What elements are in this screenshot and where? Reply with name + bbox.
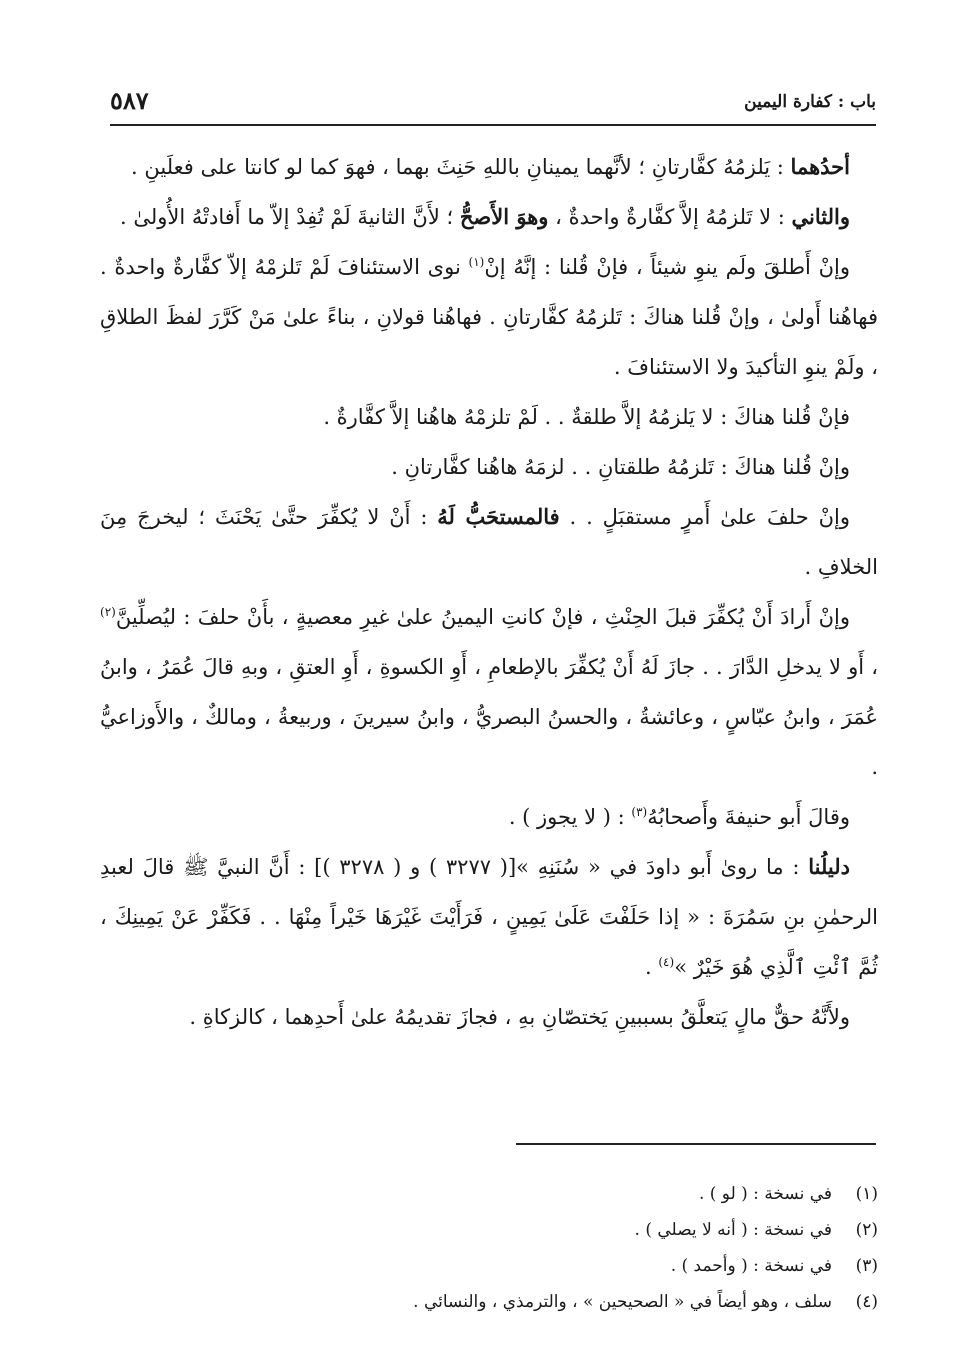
- footnote-ref[interactable]: (١): [468, 255, 485, 269]
- paragraph: [100, 442, 878, 492]
- paragraph-text: وإنْ حلفَ علىٰ أَمرٍ مستقبَلٍ . .: [559, 505, 850, 529]
- paragraph: [100, 142, 878, 192]
- footnote-ref[interactable]: (٢): [100, 605, 116, 619]
- paragraph: [100, 242, 878, 392]
- footnote-item: [100, 1248, 878, 1284]
- paragraph-label: فالمستحَبُّ لَهُ: [437, 504, 560, 529]
- paragraph-text: : ما روىٰ أَبو داودَ في « سُنَنِهِ »[( ٣٢٧٧ ) و ( ٣٢٧٨ )] : أَنَّ النبيَّ ﷺ قالَ لعبدِ الرحمٰنِ بنِ سَمُرَةَ : « إذا حَلَفْتَ عَلَىٰ يَمِينٍ ، فَرَأَيْتَ غَيْرَهَا خَيْراً مِنْهَا . . فَكَفِّرْ عَنْ يَمِينِكَ ، ثُمَّ ٱئْتِ ٱلَّذِي هُوَ خَيْرٌ »: [100, 855, 878, 979]
- header-rule: [110, 124, 876, 126]
- footnote-text: سلف ، وهو أيضاً في « الصحيحين » ، والترمذي ، والنسائي .: [413, 1292, 832, 1312]
- paragraph-text: : أَنْ لا يُكفِّرَ حتَّىٰ يَحْنَثَ ؛ ليخرجَ مِنَ الخلافِ .: [100, 505, 878, 579]
- paragraph-text: : ( لا يجوز ) .: [508, 805, 632, 829]
- footnote-ref[interactable]: (٤): [658, 955, 675, 969]
- paragraph-text: نوى الاستئنافَ لَمْ تَلزمْهُ إلاّ كفَّارةٌ واحدةٌ . فهاهُنا أَولىٰ ، وإنْ قُلنا هناكَ : تَلزمُهُ كفَّارتانِ . فهاهُنا قولانِ ، بناءً علىٰ مَنْ كَرَّرَ لفظَ الطلاقِ ، ولَمْ ينوِ التأكيدَ ولا الاستئنافَ .: [100, 255, 878, 379]
- paragraph-text: : يَلزمُهُ كفَّارتانِ ؛ لأنَّهما يمينانِ باللهِ حَنِثَ بهما ، فهوَ كما لو كانتا على فعلَينِ .: [131, 155, 791, 179]
- footnote-item: [100, 1284, 878, 1320]
- paragraph-text: وإنْ أَطلقَ ولَم ينوِ شيئاً ، فإنْ قُلنا : إنَّهُ إنْ: [484, 255, 851, 279]
- paragraph-text: وإنْ أَرادَ أَنْ يُكفِّرَ قبلَ الحِنْثِ ، فإنْ كانتِ اليمينُ علىٰ غيرِ معصيةٍ ، بأَنْ حلفَ : ليُصلِّينَّ: [115, 605, 850, 629]
- page-number: ٥٨٧: [110, 86, 149, 115]
- paragraph-label: دليلُنا: [808, 854, 850, 879]
- main-text: [100, 142, 878, 1042]
- paragraph: [100, 792, 878, 842]
- footnote-number: (١): [855, 1184, 878, 1204]
- page-header: [110, 84, 876, 118]
- paragraph: [100, 392, 878, 442]
- footnote-number: (٣): [855, 1256, 878, 1276]
- paragraph: [100, 192, 878, 242]
- footnote-text: في نسخة : ( أنه لا يصلي ) .: [634, 1220, 832, 1240]
- paragraph-text: ، أَو لا يدخلِ الدَّارَ . . جازَ لَهُ أَنْ يُكفِّرَ بالإطعامِ ، أَوِ الكسوةِ ، أَوِ العتقِ ، وبهِ قالَ عُمَرُ ، وابنُ عُمَرَ ، وابنُ عبّاسٍ ، وعائشةُ ، والحسنُ البصريُّ ، وابنُ سيرينَ ، وربيعةُ ، ومالكٌ ، والأَوزاعيُّ .: [100, 655, 878, 779]
- paragraph-text: ولأَنَّهُ حقٌّ مالٍ يَتعلَّقُ بسببينِ يَختصّانِ بهِ ، فجازَ تقديمُهُ علىٰ أَحدِهما ، كالزكاةِ .: [189, 1005, 850, 1029]
- paragraph: [100, 492, 878, 592]
- paragraph-text: .: [645, 955, 659, 979]
- paragraph: [100, 992, 878, 1042]
- footnote-number: (٤): [855, 1292, 878, 1312]
- footnote-item: [100, 1176, 878, 1212]
- footnote-item: [100, 1212, 878, 1248]
- paragraph-text: ؛ لأَنَّ الثانيةَ لَمْ تُفِدْ إلاّ ما أَفادتْهُ الأُولىٰ .: [120, 205, 460, 229]
- paragraph-text: وإنْ قُلنا هناكَ : تَلزمُهُ طلقتانِ . . لزمَهُ هاهُنا كفَّارتانِ .: [391, 455, 850, 479]
- chapter-title: باب : كفارة اليمين: [744, 92, 876, 112]
- footnote-text: في نسخة : ( لو ) .: [698, 1184, 832, 1204]
- footnote-ref[interactable]: (٣): [631, 805, 648, 819]
- paragraph: [100, 842, 878, 992]
- paragraph-text: : لا تَلزمُهُ إلاَّ كفَّارةٌ واحدةٌ ،: [548, 205, 792, 229]
- paragraph-text: وقالَ أَبو حنيفةَ وأَصحابُهُ: [647, 805, 850, 829]
- footnotes: [100, 1176, 878, 1320]
- footnote-text: في نسخة : ( وأحمد ) .: [670, 1256, 832, 1276]
- paragraph: [100, 592, 878, 792]
- paragraph-label: والثاني: [791, 204, 850, 229]
- paragraph-text: فإنْ قُلنا هناكَ : لا يَلزمُهُ إلاَّ طلقةٌ . . لَمْ تلزمْهُ هاهُنا إلاَّ كفَّارةٌ .: [323, 405, 850, 429]
- paragraph-label: أحدُهما: [790, 154, 850, 179]
- footnote-rule: [516, 1143, 876, 1145]
- footnote-number: (٢): [855, 1220, 878, 1240]
- paragraph-label: وهوَ الأَصحُّ: [459, 204, 549, 229]
